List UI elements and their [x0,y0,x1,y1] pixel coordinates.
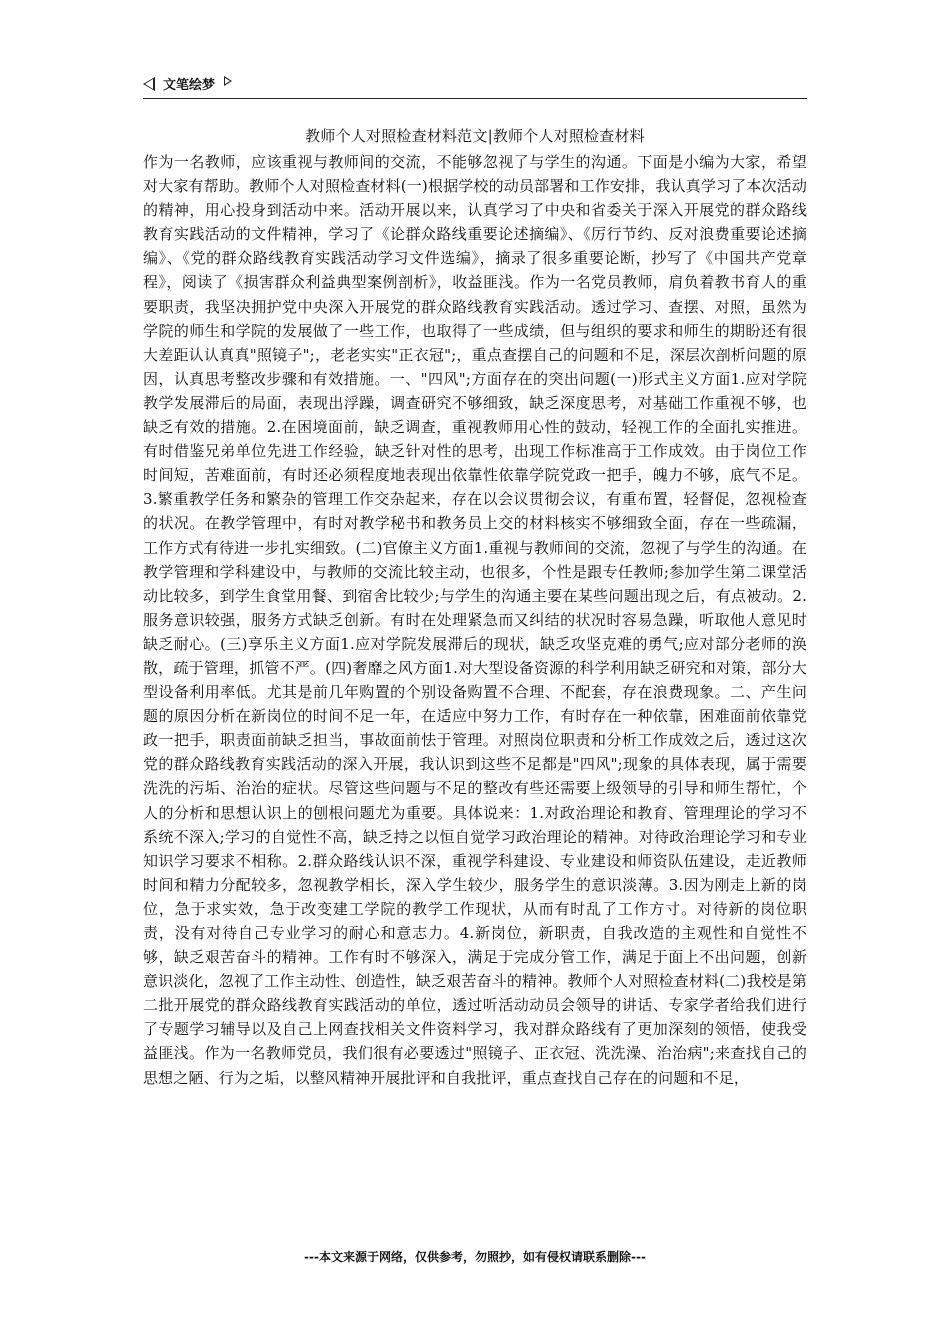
footer-notice: ---本文来源于网络，仅供参考，勿照抄，如有侵权请联系删除--- [304,1250,646,1264]
triangle-left-icon [143,77,155,91]
triangle-right-icon [224,76,232,86]
document-body: 作为一名教师，应该重视与教师间的交流，不能够忽视了与学生的沟通。下面是小编为大家，希望对大家有帮助。教师个人对照检查材料(一)根据学校的动员部署和工作安排，我认真学习了本次活动的精神，用心投身到活动中来。活动开展以来，认真学习了中央和省委关于深入开展党的群众路线教育实践活动的文件精神，学习了《论群众路线重要论述摘编》、《厉行节约、反对浪费重要论述摘编》、《党的群众路线教育实践活动学习文件选编》，摘录了很多重要论断，抄写了《中国共产党章程》，阅读了《损害群众利益典型案例剖析》，收益匪浅。作为一名党员教师，肩负着教书育人的重要职责，我坚决拥护党中央深入开展党的群众路线教育实践活动。透过学习、查摆、对照，虽然为学院的师生和学院的发展做了一些工作，也取得了一些成绩，但与组织的要求和师生的期盼还有很大差距认认真真"照镜子";，老老实实"正衣冠";，重点查摆自己的问题和不足，深层次剖析问题的原因，认真思考整改步骤和有效措施。一、"四风";方面存在的突出问题(一)形式主义方面1.应对学院教学发展滞后的局面，表现出浮躁，调查研究不够细致，缺乏深度思考，对基础工作重视不够，也缺乏有效的措施。2.在困境面前，缺乏调查，重视教师用心性的鼓动，轻视工作的全面扎实推进。有时借鉴兄弟单位先进工作经验，缺乏针对性的思考，出现工作标准高于工作成效。由于岗位工作时间短，苦难面前，有时还必须程度地表现出依靠性依靠学院党政一把手，魄力不够，底气不足。3.繁重教学任务和繁杂的管理工作交杂起来，存在以会议贯彻会议，有重布置，轻督促，忽视检查的状况。在教学管理中，有时对教学秘书和教务员上交的材料核实不够细致全面，存在一些疏漏，工作方式有待进一步扎实细致。(二)官僚主义方面1.重视与教师间的交流，忽视了与学生的沟通。在教学管理和学科建设中，与教师的交流比较主动，也很多，个性是跟专任教师;参加学生第二课堂活动比较多，到学生食堂用餐、到宿舍比较少;与学生的沟通主要在某些问题出现之后，有点被动。2.服务意识较强，服务方式缺乏创新。有时在处理紧急而又纠结的状况时容易急躁，听取他人意见时缺乏耐心。(三)享乐主义方面1.应对学院发展滞后的现状，缺乏攻坚克难的勇气;应对部分老师的涣散，疏于管理，抓管不严。(四)奢靡之风方面1.对大型设备资源的科学利用缺乏研究和对策，部分大型设备利用率低。尤其是前几年购置的个别设备购置不合理、不配套，存在浪费现象。二、产生问题的原因分析在新岗位的时间不足一年，在适应中努力工作，有时存在一种依靠，困难面前依靠党政一把手，职责面前缺乏担当，事故面前怯于管理。对照岗位职责和分析工作成效之后，透过这次党的群众路线教育实践活动的深入开展，我认识到这些不足都是"四风";现象的具体表现，属于需要洗洗的污垢、治治的症状。尽管这些问题与不足的整改有些还需要上级领导的引导和师生帮忙，个人的分析和思想认识上的刨根问题尤为重要。具体说来：1.对政治理论和教育、管理理论的学习不系统不深入;学习的自觉性不高，缺乏持之以恒自觉学习政治理论的精神。对待政治理论学习和专业知识学习要求不相称。2.群众路线认识不深，重视学科建设、专业建设和师资队伍建设，走近教师时间和精力分配较多，忽视教学相长，深入学生较少，服务学生的意识淡薄。3.因为刚走上新的岗位，急于求实效，急于改变建工学院的教学工作现状，从而有时乱了工作方寸。对待新的岗位职责，没有对待自己专业学习的耐心和意志力。4.新岗位，新职责，自我改造的主观性和自觉性不够，缺乏艰苦奋斗的精神。工作有时不够深入，满足于完成分管工作，满足于面上不出问题，创新意识淡化，忽视了工作主动性、创造性，缺乏艰苦奋斗的精神。教师个人对照检查材料(二)我校是第二批开展党的群众路线教育实践活动的单位，透过听活动动员会领导的讲话、专家学者给我们进行了专题学习辅导以及自己上网查找相关文件资料学习，我对群众路线有了更加深刻的领悟，使我受益匪浅。作为一名教师党员，我们很有必要透过"照镜子、正衣冠、洗洗澡、治治病";来查找自己的思想之陋、行为之垢，以整风精神开展批评和自我批评，重点查找自己存在的问题和不足， [143,153,807,1087]
document-title: 教师个人对照检查材料范文|教师个人对照检查材料 [305,127,645,145]
page-header [143,72,807,99]
brand-name: 文笔绘梦 [163,78,216,93]
brand [143,74,232,93]
